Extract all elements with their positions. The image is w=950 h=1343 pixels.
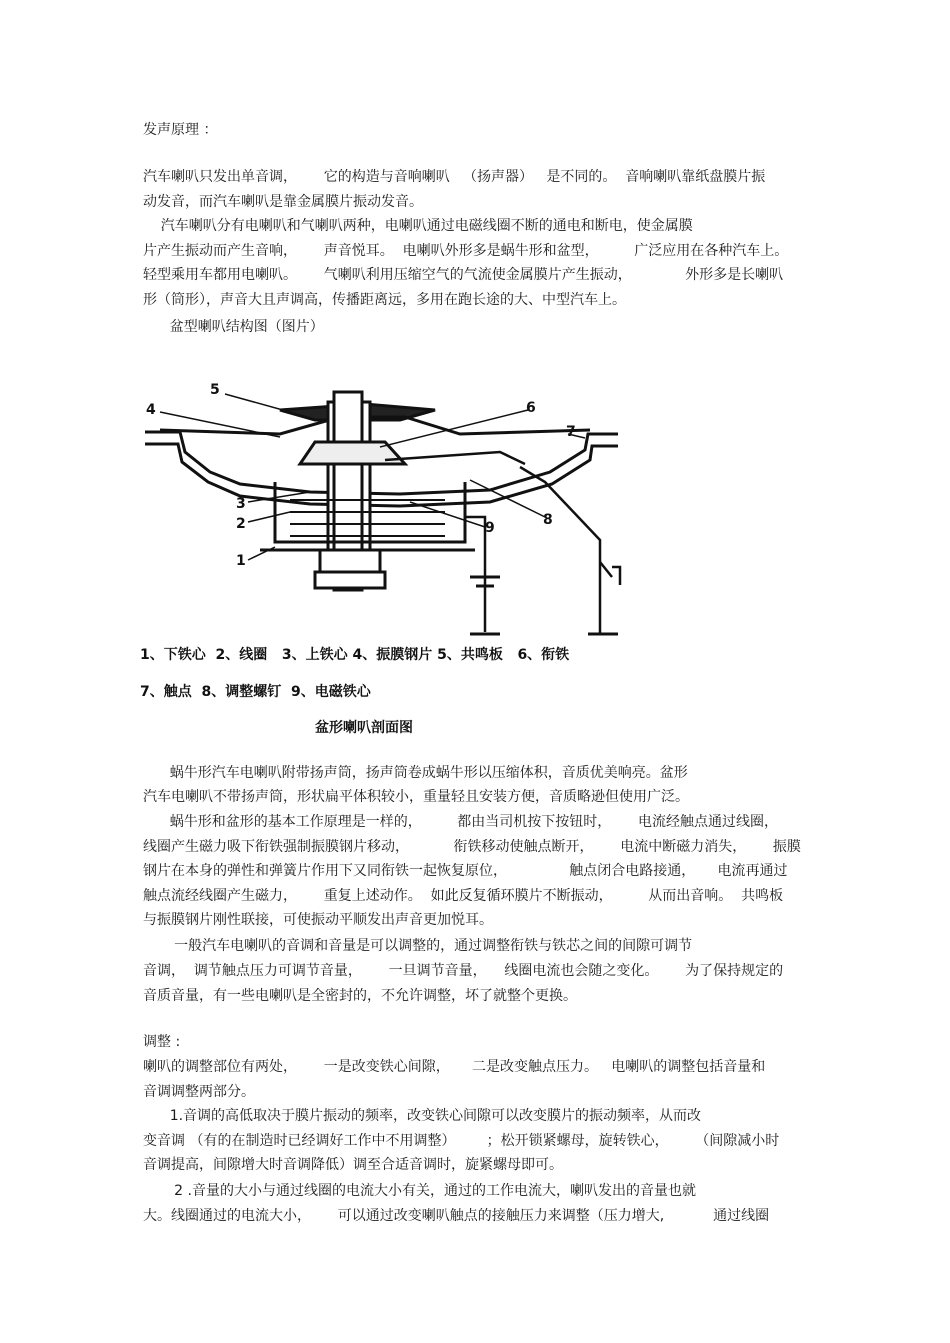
text-line: 汽车电喇叭不带扬声筒，形状扁平体积较小，重量轻且安装方便，音质略逊但使用广泛。 (143, 789, 689, 805)
text-line: 轻型乘用车都用电喇叭。 气喇叭利用压缩空气的气流使金属膜片产生振动， 外形多是长喇叭 (143, 267, 784, 283)
text-line: 触点流经线圈产生磁力， 重复上述动作。 如此反复循环膜片不断振动， 从而出音响。 共鸣板 (143, 888, 784, 904)
text-line: 2 .音量的大小与通过线圈的电流大小有关，通过的工作电流大，喇叭发出的音量也就 (143, 1183, 696, 1199)
text-line: 变音调 （有的在制造时已经调好工作中不用调整） ；松开锁紧螺母，旋转铁心， （间隙减小时 (143, 1133, 780, 1149)
text-line: 汽车喇叭只发出单音调， 它的构造与音响喇叭 （扬声器） 是不同的。 音响喇叭靠纸盘膜片振 (143, 169, 766, 185)
text-line: 片产生振动而产生音响， 声音悦耳。 电喇叭外形多是蜗牛形和盆型， 广泛应用在各种汽车上。 (143, 243, 789, 259)
leader-line-5 (225, 394, 290, 412)
figure-label: 6 (526, 400, 536, 416)
text-line: 蜗牛形和盆形的基本工作原理是一样的， 都由当司机按下按钮时， 电流经触点通过线圈， (143, 814, 779, 830)
figure-label: 3 (236, 496, 246, 512)
figure-label: 8 (543, 512, 553, 528)
text-line: 音调， 调节触点压力可调节音量， 一旦调节音量， 线圈电流也会随之变化。 为了保持规定的 (143, 963, 784, 979)
figure-label: 2 (236, 516, 246, 532)
text-line: 音调提高，间隙增大时音调降低）调至合适音调时，旋紧螺母即可。 (143, 1157, 563, 1173)
text-line: 音质音量，有一些电喇叭是全密封的，不允许调整，坏了就整个更换。 (143, 988, 577, 1004)
leader-line-2 (248, 512, 290, 522)
figure-reference: 盆型喇叭结构图（图片） (143, 319, 324, 335)
text-line: 大。线圈通过的电流大小， 可以通过改变喇叭触点的接触压力来调整（压力增大, 通过线圈 (143, 1208, 770, 1224)
text-line: 钢片在本身的弹性和弹簧片作用下又同衔铁一起恢复原位， 触点闭合电路接通， 电流再通过 (143, 863, 788, 879)
text-line: 汽车喇叭分有电喇叭和气喇叭两种，电喇叭通过电磁线圈不断的通电和断电，使金属膜 (143, 218, 693, 234)
figure-label: 5 (210, 382, 220, 398)
text-line: 线圈产生磁力吸下衔铁强制振膜钢片移动， 衔铁移动使触点断开， 电流中断磁力消失， 振膜 (143, 839, 801, 855)
text-line: 蜗牛形汽车电喇叭附带扬声筒，扬声筒卷成蜗牛形以压缩体积，音质优美响亮。盆形 (143, 765, 688, 781)
text-line: 音调调整两部分。 (143, 1084, 255, 1100)
figure-label: 4 (146, 402, 156, 418)
text-line: 与振膜钢片刚性联接，可使振动平顺发出声音更加悦耳。 (143, 912, 493, 928)
horn-cross-section-diagram (140, 372, 640, 672)
figure-legend-line-1: 1、下铁心 2、线圈 3、上铁心 4、振膜钢片 5、共鸣板 6、衔铁 (140, 647, 570, 663)
adjust-heading: 调整 : (143, 1034, 181, 1050)
text-line: 形（筒形），声音大且声调高，传播距离远，多用在跑长途的大、中型汽车上。 (143, 292, 626, 308)
figure-title: 盆形喇叭剖面图 (315, 720, 413, 736)
text-line: 一般汽车电喇叭的音调和音量是可以调整的，通过调整衔铁与铁芯之间的间隙可调节 (143, 938, 693, 954)
figure-label: 1 (236, 553, 246, 569)
battery-wire (465, 517, 485, 632)
section-heading: 发声原理 ： (143, 122, 218, 138)
text-line: 1.音调的高低取决于膜片振动的频率，改变铁心间隙可以改变膜片的振动频率，从而改 (143, 1108, 702, 1124)
text-line: 动发音，而汽车喇叭是靠金属膜片振动发音。 (143, 194, 423, 210)
text-line: 喇叭的调整部位有两处， 一是改变铁心间隙， 二是改变触点压力。 电喇叭的调整包括音量和 (143, 1059, 766, 1075)
lower-nut-shape (320, 550, 380, 572)
contact-lever-line (385, 452, 525, 464)
figure-legend-line-2: 7、触点 8、调整螺钉 9、电磁铁心 (140, 684, 371, 700)
figure-label: 7 (566, 424, 576, 440)
switch-wire (520, 467, 600, 634)
figure-label: 9 (485, 520, 495, 536)
switch-symbol (600, 562, 620, 585)
